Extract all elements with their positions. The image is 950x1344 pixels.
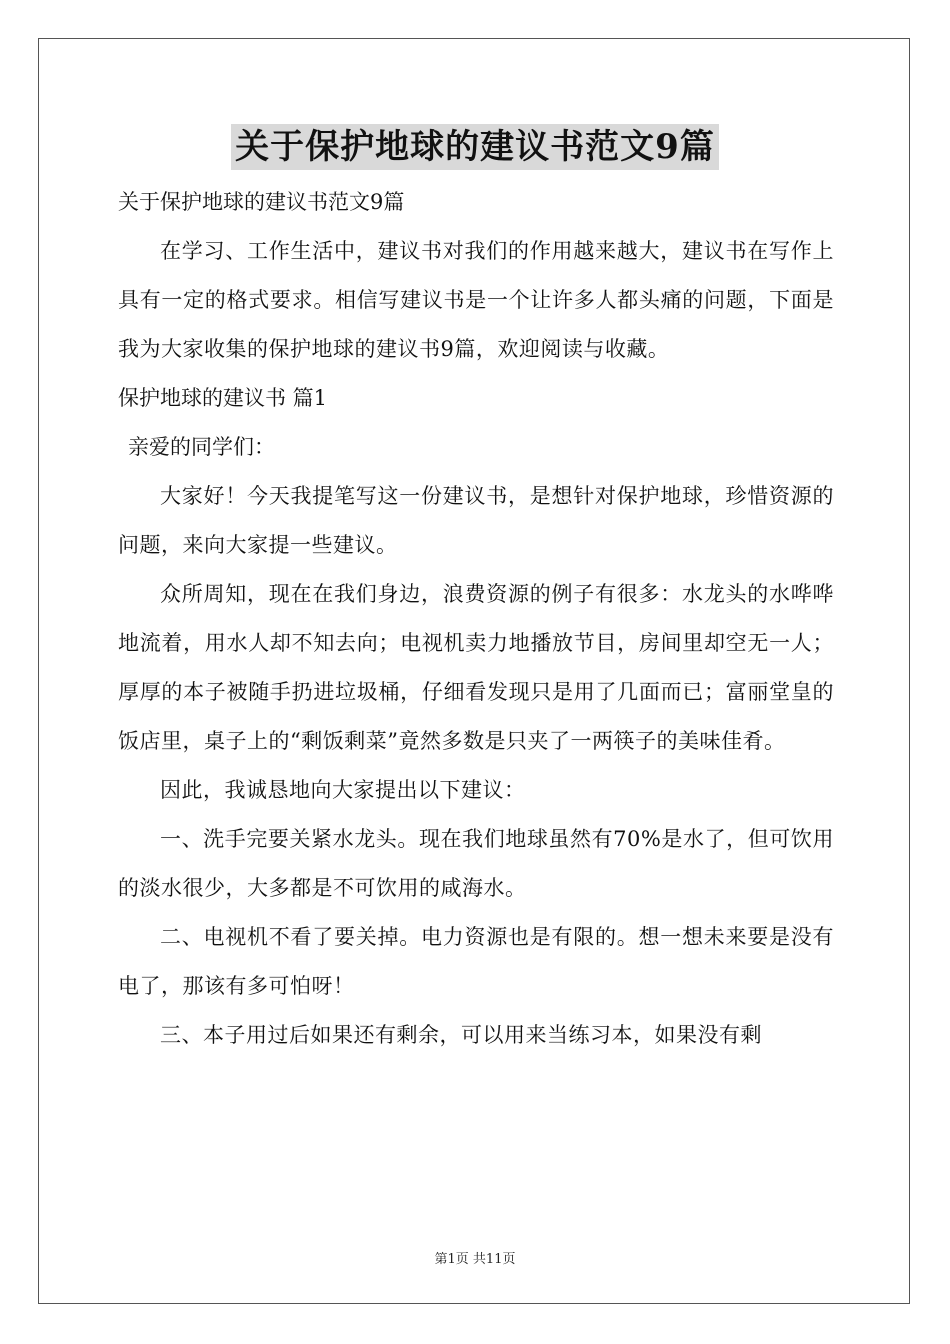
body-paragraph-3: 因此，我诚恳地向大家提出以下建议： <box>160 778 526 802</box>
section-heading: 保护地球的建议书 篇1 <box>118 386 328 410</box>
page-footer <box>0 1248 950 1267</box>
page-number: 第1页 共11页 <box>434 1252 516 1267</box>
document-body <box>118 178 834 1060</box>
document-title: 关于保护地球的建议书范文9篇 <box>231 124 719 170</box>
body-paragraph-5: 二、电视机不看了要关掉。电力资源也是有限的。想一想未来要是没有电了，那该有多可怕呀！ <box>118 925 834 998</box>
greeting: 亲爱的同学们： <box>128 435 275 459</box>
intro-paragraph: 在学习、工作生活中，建议书对我们的作用越来越大，建议书在写作上具有一定的格式要求。相信写建议书是一个让许多人都头痛的问题，下面是我为大家收集的保护地球的建议书9篇，欢迎阅读与收藏。 <box>118 239 834 361</box>
body-paragraph-1: 大家好！今天我提笔写这一份建议书，是想针对保护地球，珍惜资源的问题，来向大家提一些建议。 <box>118 484 834 557</box>
document-subtitle: 关于保护地球的建议书范文9篇 <box>118 190 405 214</box>
title-container <box>0 124 950 170</box>
body-paragraph-4: 一、洗手完要关紧水龙头。现在我们地球虽然有70%是水了，但可饮用的淡水很少，大多都是不可饮用的咸海水。 <box>118 827 834 900</box>
body-paragraph-6: 三、本子用过后如果还有剩余，可以用来当练习本，如果没有剩 <box>160 1023 762 1047</box>
body-paragraph-2: 众所周知，现在在我们身边，浪费资源的例子有很多：水龙头的水哗哗地流着，用水人却不知去向；电视机卖力地播放节目，房间里却空无一人；厚厚的本子被随手扔进垃圾桶，仔细看发现只是用了几面而已；富丽堂皇的饭店里，桌子上的“剩饭剩菜”竟然多数是只夹了一两筷子的美味佳肴。 <box>118 582 834 753</box>
